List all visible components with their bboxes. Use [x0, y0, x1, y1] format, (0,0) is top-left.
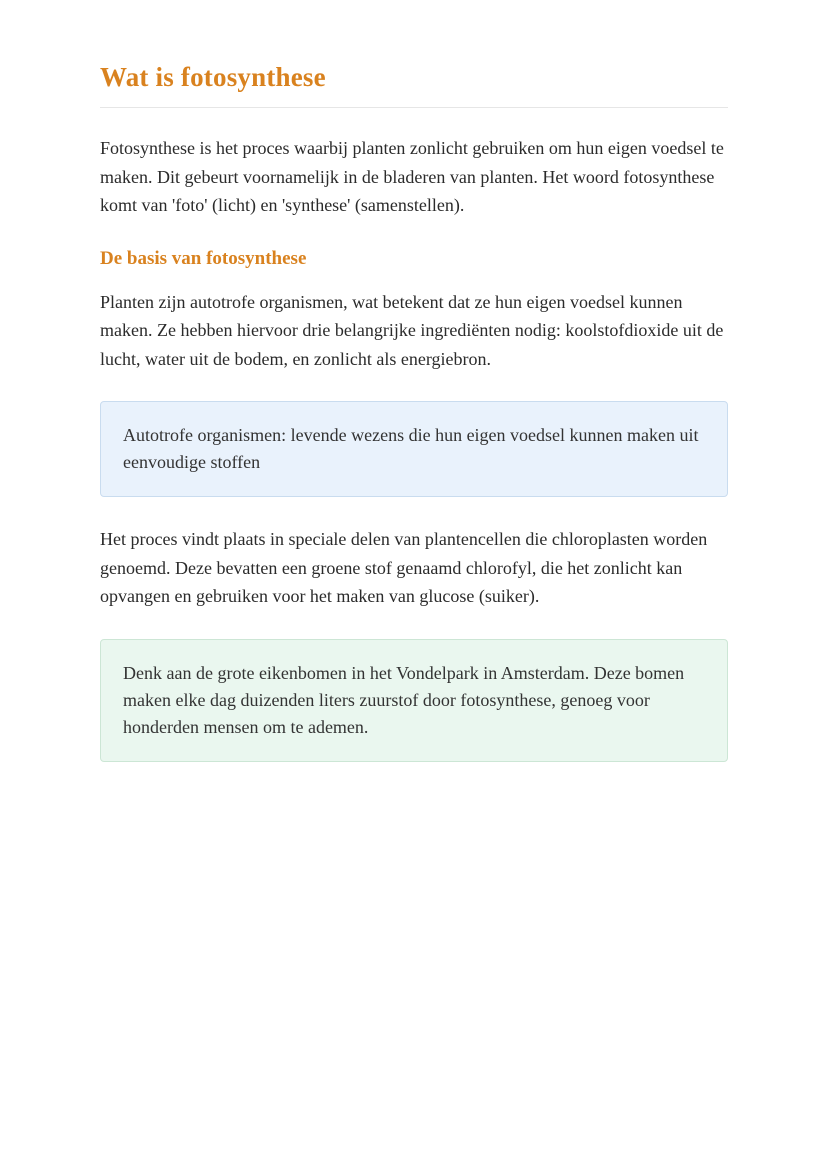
example-text: Denk aan de grote eikenbomen in het Vondelpark in Amsterdam. Deze bomen maken elke dag duizenden liters zuurstof door fotosynthese, genoeg voor honderden mensen om te ademen.	[123, 662, 685, 737]
section-heading-basis: De basis van fotosynthese	[100, 247, 307, 269]
page-title: Wat is fotosynthese	[100, 62, 326, 92]
intro-paragraph: Fotosynthese is het proces waarbij planten zonlicht gebruiken om hun eigen voedsel te maken. Dit gebeurt voornamelijk in de bladeren van planten. Het woord fotosynthese komt van 'foto' (licht) en 'synthese' (samenstellen).	[100, 138, 724, 215]
title-divider	[100, 107, 728, 108]
example-callout-box	[100, 639, 728, 762]
definition-text: Autotrofe organismen: levende wezens die hun eigen voedsel kunnen maken uit eenvoudige stoffen	[123, 425, 699, 472]
chloroplast-paragraph: Het proces vindt plaats in speciale delen van plantencellen die chloroplasten worden genoemd. Deze bevatten een groene stof genaamd chlorofyl, die het zonlicht kan opvangen en gebruiken voor het maken van glucose (suiker).	[100, 529, 708, 606]
basis-paragraph: Planten zijn autotrofe organismen, wat betekent dat ze hun eigen voedsel kunnen maken. Ze hebben hiervoor drie belangrijke ingrediënten nodig: koolstofdioxide uit de lucht, water uit de bodem, en zonlicht als energiebron.	[100, 291, 724, 369]
document-content	[100, 0, 728, 762]
definition-callout-box	[100, 401, 728, 497]
